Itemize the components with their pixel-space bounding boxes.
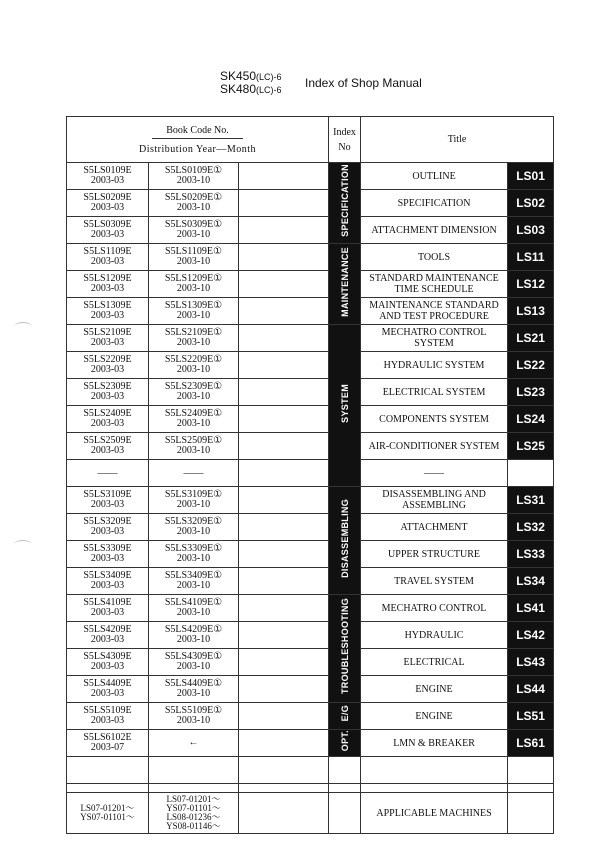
table-row: [67, 568, 554, 595]
serial-range: LS07-01201〜: [80, 803, 135, 814]
table-row: [67, 595, 554, 622]
distribution-date: 2003-03: [90, 391, 125, 402]
book-code-revision: [149, 190, 239, 217]
book-code: S5LS1309E: [83, 300, 132, 311]
book-code-revision: [149, 406, 239, 433]
index-table: [66, 116, 554, 834]
book-code: S5LS0209E①: [164, 192, 223, 203]
book-code: S5LS2409E: [83, 408, 132, 419]
book-code-original: [67, 622, 149, 649]
section-label-text: SYSTEM: [339, 383, 350, 423]
distribution-date: 2003-03: [90, 688, 125, 699]
applicable-title: APPLICABLE MACHINES: [361, 793, 508, 834]
title-text: MECHATRO CONTROL: [381, 602, 487, 614]
book-code-empty: [239, 514, 329, 541]
book-code: ←: [188, 737, 199, 749]
table-row: [67, 487, 554, 514]
book-code: S5LS4409E: [83, 678, 132, 689]
index-tag: LS11: [508, 244, 554, 271]
title-text: MAINTENANCE STANDARD: [369, 300, 499, 311]
book-code: S5LS1109E: [83, 246, 132, 257]
dash-cell: ——: [149, 460, 239, 487]
distribution-date: 2003-10: [176, 634, 211, 645]
title-cell: [361, 217, 508, 244]
section-label-troubleshooting: [329, 595, 361, 703]
book-code-original: [67, 541, 149, 568]
empty-cell: [67, 784, 149, 793]
index-tag: LS02: [508, 190, 554, 217]
book-code: S5LS0309E: [83, 219, 132, 230]
book-code: S5LS3209E: [83, 516, 132, 527]
empty-cell: [239, 460, 329, 487]
distribution-date: 2003-10: [176, 283, 211, 294]
book-code-original: [67, 406, 149, 433]
distribution-date: 2003-03: [90, 553, 125, 564]
distribution-date: 2003-03: [90, 661, 125, 672]
table-row: [67, 190, 554, 217]
book-code-original: [67, 595, 149, 622]
book-code: S5LS3409E①: [164, 570, 223, 581]
margin-mark: [14, 540, 32, 549]
book-code-empty: [239, 217, 329, 244]
book-code-original: [67, 433, 149, 460]
title-cell: [361, 730, 508, 757]
book-code-revision: [149, 271, 239, 298]
title-text: ELECTRICAL: [403, 656, 465, 668]
book-code-original: [67, 487, 149, 514]
distribution-date: 2003-03: [90, 364, 125, 375]
title-cell: [361, 676, 508, 703]
title-cell: [361, 703, 508, 730]
table-row: [67, 433, 554, 460]
book-code-revision: [149, 541, 239, 568]
book-code-original: [67, 703, 149, 730]
book-code: S5LS3109E①: [164, 489, 223, 500]
title-text: STANDARD MAINTENANCE: [369, 273, 499, 284]
distribution-date: 2003-10: [176, 607, 211, 618]
section-label-opt: [329, 730, 361, 757]
distribution-date: 2003-07: [90, 742, 125, 754]
title-text: COMPONENTS SYSTEM: [379, 413, 489, 425]
empty-cell: [508, 793, 554, 834]
table-row: [67, 298, 554, 325]
book-code-empty: [239, 271, 329, 298]
index-tag: LS51: [508, 703, 554, 730]
distribution-date: 2003-03: [90, 337, 125, 348]
table-row: [67, 217, 554, 244]
book-code: S5LS0209E: [83, 192, 132, 203]
section-label-maintenance: [329, 244, 361, 325]
book-code-revision: [149, 487, 239, 514]
section-label-text: MAINTENANCE: [339, 246, 350, 317]
title-cell: [361, 406, 508, 433]
book-code-empty: [239, 649, 329, 676]
title-cell: [361, 433, 508, 460]
title-text: TOOLS: [418, 251, 451, 263]
table-row: [67, 325, 554, 352]
title-text: MECHATRO CONTROL: [381, 327, 487, 338]
table-header-row: [67, 117, 554, 163]
index-tag: LS12: [508, 271, 554, 298]
empty-cell: [329, 757, 361, 784]
index-tag: LS61: [508, 730, 554, 757]
section-label-specification: [329, 163, 361, 244]
title-text: ENGINE: [415, 710, 453, 722]
book-code-revision: [149, 595, 239, 622]
section-label-disassembling: [329, 487, 361, 595]
book-code-original: [67, 676, 149, 703]
book-code: S5LS4109E①: [164, 597, 223, 608]
serial-range: LS08-01236〜: [166, 812, 221, 823]
title-text: TRAVEL SYSTEM: [394, 575, 474, 587]
book-code-original: [67, 730, 149, 757]
book-code: S5LS2509E①: [164, 435, 223, 446]
distribution-date: 2003-10: [176, 418, 211, 429]
title-text: ATTACHMENT DIMENSION: [371, 224, 497, 236]
book-code-revision: [149, 163, 239, 190]
book-code: S5LS2109E①: [164, 327, 223, 338]
book-code-empty: [239, 676, 329, 703]
index-tag: LS25: [508, 433, 554, 460]
book-code-original: [67, 352, 149, 379]
table-row: [67, 703, 554, 730]
empty-cell: [329, 784, 361, 793]
empty-cell: [329, 793, 361, 834]
book-code-revision: [149, 433, 239, 460]
empty-cell: [508, 757, 554, 784]
book-code: S5LS4109E: [83, 597, 132, 608]
title-text: HYDRAULIC: [404, 629, 464, 641]
book-code-empty: [239, 433, 329, 460]
book-code: S5LS2109E: [83, 327, 132, 338]
distribution-date: 2003-03: [90, 580, 125, 591]
book-code-original: [67, 649, 149, 676]
table-row: [67, 352, 554, 379]
book-code: S5LS0109E: [83, 165, 132, 176]
book-code: S5LS4309E: [83, 651, 132, 662]
table-row: [67, 541, 554, 568]
book-code-empty: [239, 325, 329, 352]
title-text: DISASSEMBLING AND: [382, 489, 486, 500]
book-code-revision: [149, 730, 239, 757]
title-cell: [361, 163, 508, 190]
applicable-machines-row: [67, 793, 554, 834]
book-code-revision: [149, 325, 239, 352]
title-cell: [361, 487, 508, 514]
index-no-header: Index No: [329, 117, 361, 163]
book-code: S5LS3309E: [83, 543, 132, 554]
distribution-date: 2003-03: [90, 175, 125, 186]
index-tag: LS31: [508, 487, 554, 514]
distribution-date: 2003-10: [176, 715, 211, 726]
distribution-date: 2003-10: [176, 337, 211, 348]
book-code: S5LS1109E①: [165, 246, 222, 257]
book-code-revision: [149, 568, 239, 595]
book-code-revision: [149, 676, 239, 703]
title-text: OUTLINE: [412, 170, 456, 182]
book-code: S5LS3409E: [83, 570, 132, 581]
distribution-date: 2003-10: [176, 175, 211, 186]
book-code-empty: [239, 595, 329, 622]
title-cell: [361, 568, 508, 595]
distribution-date: 2003-10: [176, 445, 211, 456]
distribution-date: 2003-10: [176, 202, 211, 213]
book-code-original: [67, 514, 149, 541]
book-code: S5LS1209E: [83, 273, 132, 284]
index-tag: LS21: [508, 325, 554, 352]
book-code: S5LS5109E: [83, 705, 132, 716]
table-row: [67, 379, 554, 406]
book-code: S5LS3209E①: [164, 516, 223, 527]
book-code-revision: [149, 649, 239, 676]
distribution-date: 2003-03: [90, 229, 125, 240]
distribution-date: 2003-03: [90, 715, 125, 726]
section-label-system: [329, 325, 361, 487]
index-tag: LS01: [508, 163, 554, 190]
book-code: S5LS4209E①: [164, 624, 223, 635]
book-code: S5LS6102E: [83, 732, 132, 744]
margin-mark: [14, 322, 32, 331]
index-tag: LS23: [508, 379, 554, 406]
dash-cell: ——: [67, 460, 149, 487]
book-code-original: [67, 568, 149, 595]
title-cell: [361, 298, 508, 325]
book-code-revision: [149, 217, 239, 244]
index-tag: LS13: [508, 298, 554, 325]
serial-range: LS07-01201〜: [166, 794, 221, 805]
serial-range: YS07-01101〜: [166, 803, 221, 814]
index-tag: LS32: [508, 514, 554, 541]
distribution-date: 2003-03: [90, 310, 125, 321]
serial-range: YS08-01146〜: [166, 821, 221, 832]
title-cell: [361, 595, 508, 622]
section-label-text: TROUBLESHOOTING: [339, 598, 350, 694]
book-code-original: [67, 217, 149, 244]
book-code: S5LS4309E①: [164, 651, 223, 662]
distribution-date: 2003-10: [176, 553, 211, 564]
table-row: [67, 244, 554, 271]
book-code: S5LS4209E: [83, 624, 132, 635]
distribution-date: 2003-03: [90, 526, 125, 537]
book-code-header: Book Code No. Distribution Year—Month: [67, 117, 329, 163]
book-code: S5LS0309E①: [164, 219, 223, 230]
applicable-codes-revision: [149, 793, 239, 834]
distribution-date: 2003-03: [90, 634, 125, 645]
book-code-empty: [239, 379, 329, 406]
distribution-date: 2003-03: [90, 418, 125, 429]
book-code-original: [67, 163, 149, 190]
book-code: S5LS1209E①: [164, 273, 223, 284]
book-code-original: [67, 271, 149, 298]
title-text-line2: TIME SCHEDULE: [394, 284, 474, 295]
title-cell: [361, 514, 508, 541]
book-code-revision: [149, 352, 239, 379]
book-code: S5LS2409E①: [164, 408, 223, 419]
book-code-revision: [149, 298, 239, 325]
book-code-empty: [239, 244, 329, 271]
distribution-date: 2003-10: [176, 256, 211, 267]
title-text-line2: AND TEST PROCEDURE: [379, 311, 489, 322]
empty-cell: [239, 757, 329, 784]
title-cell: [361, 649, 508, 676]
distribution-date: 2003-10: [176, 391, 211, 402]
distribution-date: 2003-03: [90, 445, 125, 456]
title-cell: [361, 622, 508, 649]
title-header: Title: [361, 117, 554, 163]
book-code-original: [67, 379, 149, 406]
section-label-text: DISASSEMBLING: [339, 498, 350, 578]
title-text: ENGINE: [415, 683, 453, 695]
model-line-1: SK450(LC)-6: [220, 69, 282, 83]
empty-cell: [67, 757, 149, 784]
book-code-revision: [149, 514, 239, 541]
table-row-spacer: [67, 784, 554, 793]
distribution-date: 2003-10: [176, 526, 211, 537]
title-cell: [361, 352, 508, 379]
table-row: [67, 514, 554, 541]
distribution-date: 2003-10: [176, 229, 211, 240]
title-cell: [361, 244, 508, 271]
title-text: ATTACHMENT: [400, 521, 468, 533]
distribution-date: 2003-03: [90, 607, 125, 618]
empty-cell: [508, 784, 554, 793]
title-cell: [361, 271, 508, 298]
table-row: [67, 406, 554, 433]
book-code: S5LS5109E①: [164, 705, 223, 716]
empty-cell: [508, 460, 554, 487]
book-code-revision: [149, 703, 239, 730]
table-row: [67, 622, 554, 649]
book-code-revision: [149, 622, 239, 649]
table-row: [67, 271, 554, 298]
distribution-date: 2003-10: [176, 310, 211, 321]
index-tag: LS34: [508, 568, 554, 595]
distribution-date: 2003-03: [90, 256, 125, 267]
book-code: S5LS3309E①: [164, 543, 223, 554]
title-cell: [361, 325, 508, 352]
table-row: [67, 163, 554, 190]
book-code-empty: [239, 163, 329, 190]
title-text-line2: ASSEMBLING: [402, 500, 466, 511]
book-code: S5LS2209E①: [164, 354, 223, 365]
book-code: S5LS4409E①: [164, 678, 223, 689]
distribution-date: 2003-10: [176, 364, 211, 375]
title-text: AIR-CONDITIONER SYSTEM: [368, 440, 500, 452]
index-tag: LS42: [508, 622, 554, 649]
table-row: [67, 676, 554, 703]
section-label-text: SPECIFICATION: [339, 164, 350, 237]
book-code: S5LS1309E①: [164, 300, 223, 311]
book-code-original: [67, 325, 149, 352]
title-text: UPPER STRUCTURE: [388, 548, 481, 560]
book-code-empty: [239, 352, 329, 379]
title-cell: [361, 190, 508, 217]
section-label-eg: [329, 703, 361, 730]
empty-cell: [239, 793, 329, 834]
applicable-codes-original: [67, 793, 149, 834]
model-header: [220, 70, 282, 96]
book-code: S5LS2209E: [83, 354, 132, 365]
index-tag: LS44: [508, 676, 554, 703]
book-code-original: [67, 190, 149, 217]
book-code-empty: [239, 298, 329, 325]
section-label-text: OPT.: [339, 730, 350, 752]
title-text: ELECTRICAL SYSTEM: [382, 386, 486, 398]
table-row: [67, 730, 554, 757]
book-code: S5LS2309E: [83, 381, 132, 392]
index-tag: LS43: [508, 649, 554, 676]
book-code-original: [67, 298, 149, 325]
book-code-original: [67, 244, 149, 271]
table-row-blank: [67, 460, 554, 487]
model-line-2: SK480(LC)-6: [220, 82, 282, 96]
book-code-empty: [239, 703, 329, 730]
index-tag: LS22: [508, 352, 554, 379]
distribution-date: 2003-10: [176, 499, 211, 510]
distribution-date: 2003-10: [176, 688, 211, 699]
distribution-date: 2003-03: [90, 202, 125, 213]
book-code-empty: [239, 487, 329, 514]
book-code-empty: [239, 622, 329, 649]
title-cell: [361, 379, 508, 406]
index-tag: LS41: [508, 595, 554, 622]
empty-cell: [149, 757, 239, 784]
book-code-empty: [239, 730, 329, 757]
title-text: LMN & BREAKER: [393, 737, 475, 749]
book-code-empty: [239, 406, 329, 433]
serial-range: YS07-01101〜: [80, 812, 135, 823]
book-code: S5LS0109E①: [164, 165, 223, 176]
title-cell: [361, 541, 508, 568]
book-code: S5LS2509E: [83, 435, 132, 446]
book-code-empty: [239, 190, 329, 217]
empty-cell: [361, 784, 508, 793]
index-tag: LS33: [508, 541, 554, 568]
index-tag: LS24: [508, 406, 554, 433]
distribution-date: 2003-10: [176, 661, 211, 672]
empty-cell: [149, 784, 239, 793]
title-text: SPECIFICATION: [397, 197, 471, 209]
dash-cell: ——: [361, 460, 508, 487]
table-row-spacer: [67, 757, 554, 784]
empty-cell: [239, 784, 329, 793]
book-code-revision: [149, 379, 239, 406]
book-code: S5LS3109E: [83, 489, 132, 500]
distribution-date: 2003-03: [90, 283, 125, 294]
book-code-revision: [149, 244, 239, 271]
title-text-line2: SYSTEM: [414, 338, 454, 349]
book-code: S5LS2309E①: [164, 381, 223, 392]
section-label-text: E/G: [339, 705, 350, 722]
title-text: HYDRAULIC SYSTEM: [383, 359, 485, 371]
page-title: Index of Shop Manual: [305, 76, 422, 90]
distribution-date: 2003-03: [90, 499, 125, 510]
index-tag: LS03: [508, 217, 554, 244]
distribution-date: 2003-10: [176, 580, 211, 591]
book-code-empty: [239, 541, 329, 568]
empty-cell: [361, 757, 508, 784]
book-code-empty: [239, 568, 329, 595]
table-row: [67, 649, 554, 676]
